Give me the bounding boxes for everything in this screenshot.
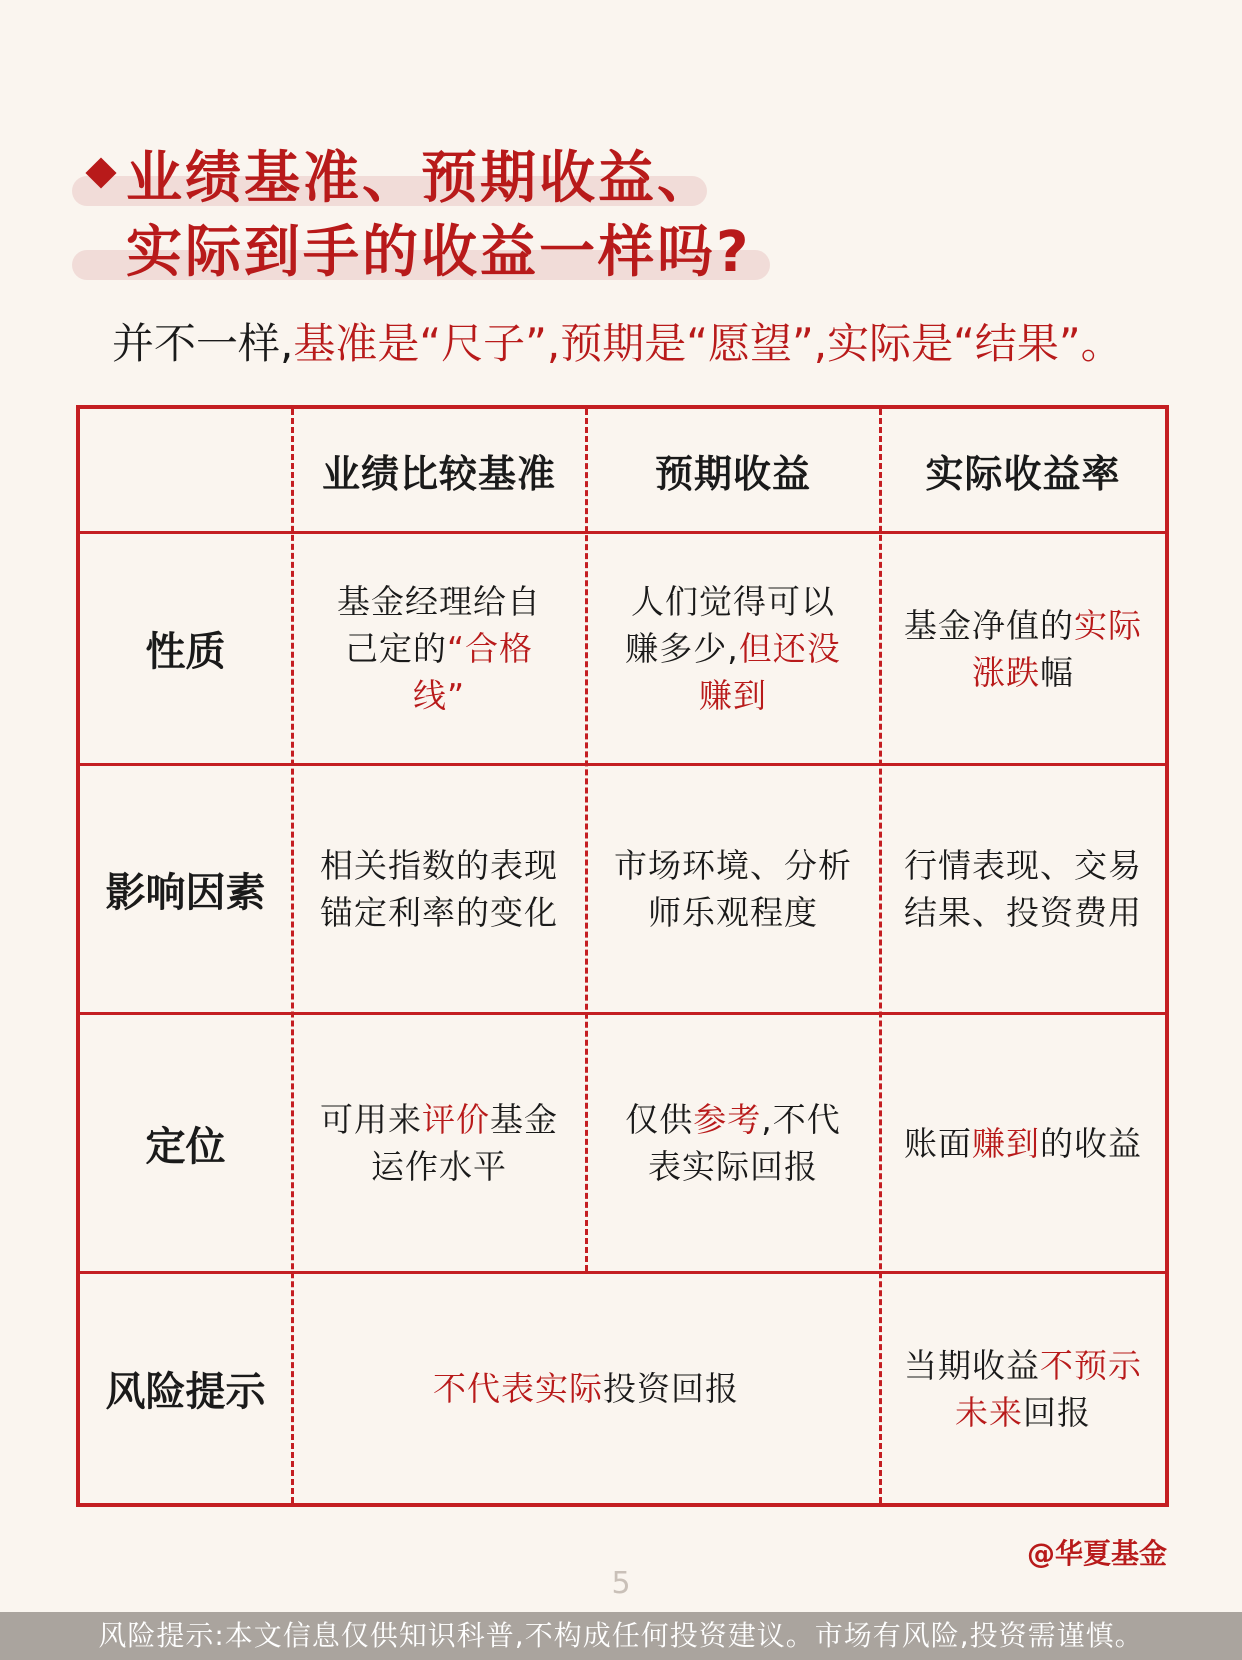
cell-factors-expected: 市场环境、分析 师乐观程度 [614, 846, 852, 932]
cell-positioning-expected: 仅供参考,不代 表实际回报 [625, 1100, 841, 1186]
row-label-nature: 性质 [145, 629, 226, 675]
header-actual-return: 实际收益率 [925, 451, 1121, 496]
cell-nature-actual: 基金净值的实际涨跌幅 [904, 605, 1142, 692]
cell-factors-benchmark: 相关指数的表现 锚定利率的变化 [320, 846, 558, 932]
title-line-1: 业绩基准、预期收益、 [126, 146, 716, 211]
cell-nature-benchmark: 基金经理给自己定的“合格线” [337, 582, 541, 715]
cell-risk-actual: 当期收益不预示 未来回报 [904, 1345, 1142, 1432]
subtitle-highlight: 基准是“尺子”,预期是“愿望”,实际是“结果”。 [293, 319, 1123, 368]
header-expected-return: 预期收益 [654, 451, 811, 496]
comparison-table [76, 405, 1169, 1507]
brand-watermark: @华夏基金 [1026, 1537, 1167, 1570]
row-label-factors: 影响因素 [105, 869, 266, 916]
page-number: 5 [611, 1566, 631, 1601]
subtitle-plain: 并不一样, [112, 319, 294, 368]
cell-nature-expected: 人们觉得可以赚多少,但还没赚到 [625, 582, 841, 715]
risk-disclaimer-footer: 风险提示:本文信息仅供知识科普,不构成任何投资建议。市场有风险,投资需谨慎。 [0, 1612, 1242, 1660]
cell-risk-merged: 不代表实际投资回报 [433, 1369, 739, 1408]
row-label-risk: 风险提示 [105, 1369, 266, 1415]
title-line-2: 实际到手的收益一样吗? [126, 220, 752, 285]
cell-positioning-actual: 账面赚到的收益 [904, 1123, 1142, 1163]
cell-factors-actual: 行情表现、交易 结果、投资费用 [904, 846, 1142, 932]
header-benchmark: 业绩比较基准 [321, 451, 556, 496]
cell-positioning-benchmark: 可用来评价基金 运作水平 [320, 1100, 558, 1186]
subtitle [112, 316, 1123, 372]
row-label-positioning: 定位 [145, 1123, 226, 1170]
